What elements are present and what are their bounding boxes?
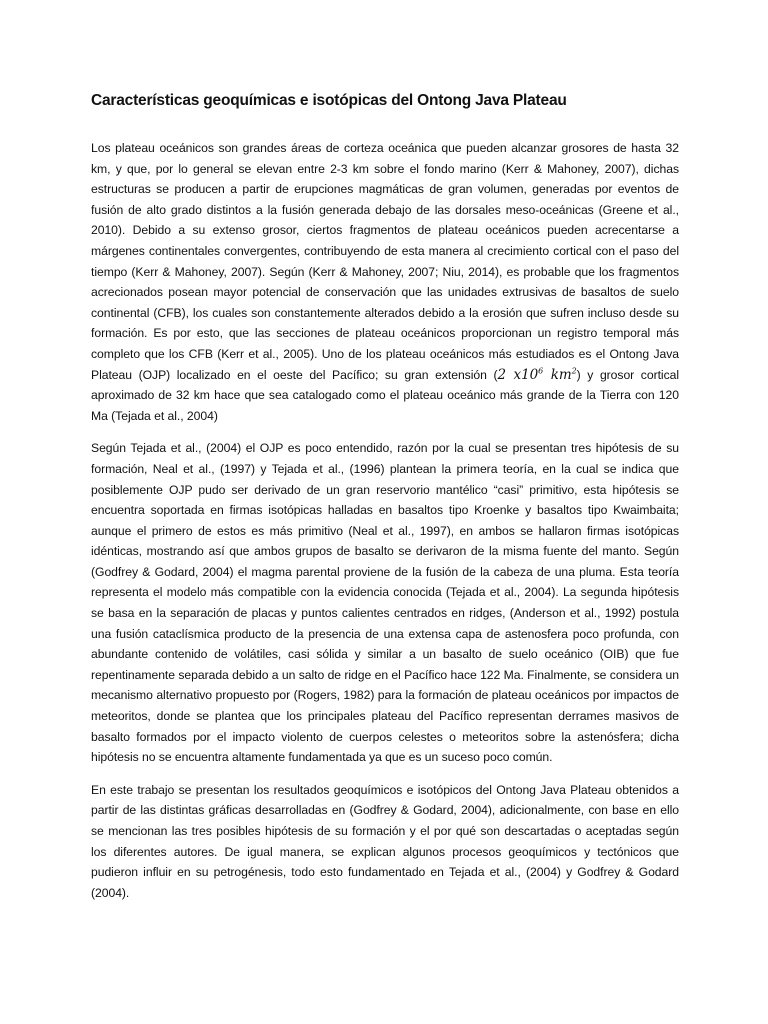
formula-base: 2 x10 <box>497 366 539 383</box>
document-body <box>91 90 679 915</box>
document-title: Características geoquímicas e isotópicas del Ontong Java Plateau <box>91 92 567 109</box>
formula-exponent-unit: 2 <box>571 366 577 376</box>
paragraph-hypotheses: Según Tejada et al., (2004) el OJP es poco entendido, razón por la cual se presentan tres hipótesis de su formación, Neal et al., (1997) y Tejada et al., (1996) plantean la primera teoría, en la cual se indica que posiblemente OJP pudo ser derivado de un gran reservorio mantélico “casi” primitivo, esta hipótesis se encuentra soportada en firmas isotópicas halladas en basaltos tipo Kroenke y basaltos tipo Kwaimbaita; aunque el primero de estos es más primitivo (Neal et al., 1997), en ambos se hallaron firmas isotópicas idénticas, mostrando así que ambos grupos de basalto se derivaron de la misma fuente del manto. Según (Godfrey & Godard, 2004) el magma parental proviene de la fusión de la cabeza de una pluma. Esta teoría representa el modelo más compatible con la evidencia conocida (Tejada et al., 2004). La segunda hipótesis se basa en la separación de placas y puntos calientes centrados en ridges, (Anderson et al., 1992) postula una fusión cataclísmica producto de la presencia de una extensa capa de astenosfera poco profunda, con abundante contenido de volátiles, casi sólida y similar a un basalto de suelo oceánico (OIB) que fue repentinamente separada debido a un salto de ridge en el Pacífico hace 122 Ma. Finalmente, se considera un mecanismo alternativo propuesto por (Rogers, 1982) para la formación de plateau oceánicos por impactos de meteoritos, donde se plantea que los principales plateau del Pacífico representan derrames masivos de basalto formados por el impacto violento de cuerpos celestes o meteoritos sobre la astenósfera; dicha hipótesis no se encuentra altamente fundamentada ya que es un suceso poco común. <box>91 441 679 765</box>
paragraph-introduction-text-end: ) y grosor cortical aproximado de 32 km hace que sea catalogado como el plateau oceánico más grande de la Tierra con 120 Ma (Tejada et al., 2004) <box>91 367 679 423</box>
paragraph-objectives: En este trabajo se presentan los resultados geoquímicos e isotópicos del Ontong Java Plateau obtenidos a partir de las distintas gráficas desarrolladas en (Godfrey & Godard, 2004), adicionalmente, con base en ello se mencionan las tres posibles hipótesis de su formación y el por qué son descartadas o aceptadas según los diferentes autores. De igual manera, se explican algunos procesos geoquímicos y tectónicos que pudieron influir en su petrogénesis, todo esto fundamentado en Tejada et al., (2004) y Godfrey & Godard (2004). <box>91 782 679 900</box>
area-formula <box>497 367 576 383</box>
paragraph-introduction-text-start: Los plateau oceánicos son grandes áreas de corteza oceánica que pueden alcanzar grosores de hasta 32 km, y que, por lo general se elevan entre 2-3 km sobre el fondo marino (Kerr & Mahoney, 2007), dichas estructuras se producen a partir de erupciones magmáticas de gran volumen, generadas por eventos de fusión de alto grado distintos a la fusión generada debajo de las dorsales meso-oceánicas (Greene et al., 2010). Debido a su extenso grosor, ciertos fragmentos de plateau oceánicos pueden acrecentarse a márgenes continentales convergentes, contribuyendo de esta manera al crecimiento cortical con el paso del tiempo (Kerr & Mahoney, 2007). Según (Kerr & Mahoney, 2007; Niu, 2014), es probable que los fragmentos acrecionados posean mayor potencial de conservación que las unidades extrusivas de basaltos de suelo continental (CFB), los cuales son constantemente alterados debido a la erosión que sufren incluso desde su formación. Es por esto, que las secciones de plateau oceánicos proporcionan un registro temporal más completo que los CFB (Kerr et al., 2005). Uno de los plateau oceánicos más estudiados es el Ontong Java Plateau (OJP) localizado en el oeste del Pacífico; su gran extensión ( <box>91 141 679 382</box>
paragraph-introduction <box>91 138 679 426</box>
formula-exponent-power: 6 <box>538 366 544 376</box>
formula-unit: km <box>543 366 572 383</box>
